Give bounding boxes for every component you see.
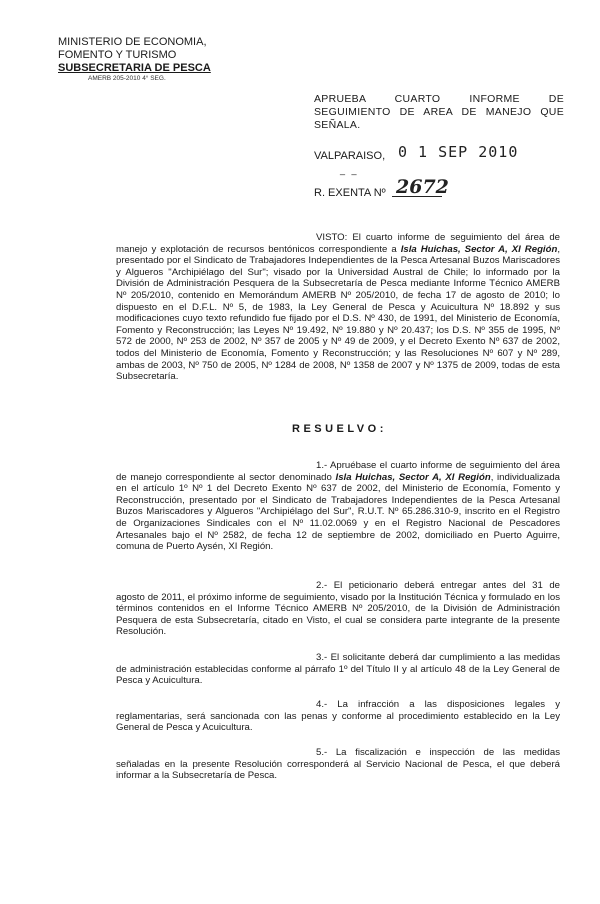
exenta-number: 2672 xyxy=(396,176,449,198)
place-label: VALPARAISO, xyxy=(314,150,386,162)
article-1-text-1: 1.- Apruébase el cuarto informe de seguimiento del área de manejo correspondiente al sector denominado xyxy=(116,460,560,483)
date-stamp: 0 1 SEP 2010 xyxy=(398,143,519,161)
resolution-summary: APRUEBA CUARTO INFORME DE SEGUIMIENTO DE AREA DE MANEJO QUE SEÑALA. xyxy=(314,93,564,131)
ministry-header xyxy=(58,36,211,83)
exenta-label: R. EXENTA Nº xyxy=(314,187,386,199)
article-4: 4.- La infracción a las disposiciones legales y reglamentarias, será sancionada con las penas y conforme al procedimiento establecido en la Ley General de Pesca y Acuicultura. xyxy=(116,699,560,734)
dash-mark: _ _ xyxy=(340,165,359,175)
article-2: 2.- El peticionario deberá entregar antes del 31 de agosto de 2011, el próximo informe de seguimiento, visado por la Institución Técnica y formulado en los términos contenidos en el Informe Técnico AMERB Nº 205/2010, de la División de Administración Pesquera de esta Subsecretaría, citado en Visto, el cual se considera parte integrante de la presente Resolución. xyxy=(116,580,560,638)
article-1-text-2: , individualizada en el artículo 1º Nº 1 del Decreto Exento Nº 637 de 2002, del Ministerio de Economía, Fomento y Reconstrucción, presentado por el Sindicato de Trabajadores Independientes de la Pesca Artesanal Buzos Mariscadores y Algueros "Archipiélago del Sur", R.U.T. Nº 65.286.310-9, inscrito en el Registro de Organizaciones Sindicales con el Nº 11.02.0069 y en el Registro Nacional de Pescadores Artesanales bajo el Nº 2582, de fecha 12 de septiembre de 2002, domiciliado en Puerto Aguirre, comuna de Puerto Aysén, XI Región. xyxy=(116,471,560,553)
exenta-underline xyxy=(392,196,442,197)
visto-text-1: VISTO: El cuarto informe de seguimiento del área de manejo y explotación de recursos bentónicos correspondiente a xyxy=(116,232,560,255)
article-1 xyxy=(116,460,560,553)
visto-text-2: , presentado por el Sindicato de Trabajadores Independientes de la Pesca Artesanal Buzos Mariscadores y Algueros "Archipiélago del Sur"; visado por la Universidad Austral de Chile; lo informado por la División de Administración Pesquera de la Subsecretaría de Pesca mediante Informe Técnico AMERB Nº 205/2010, contenido en Memorándum AMERB Nº 205/2010, de fecha 17 de agosto de 2010; lo dispuesto en el D.F.L. Nº 5, de 1983, la Ley General de Pesca y Acuicultura Nº 18.892 y sus modificaciones cuyo texto refundido fue fijado por el D.S. Nº 430, de 1991, del Ministerio de Economía, Fomento y Reconstrucción; las Leyes Nº 19.492, Nº 19.880 y Nº 20.437; los D.S. Nº 355 de 1995, Nº 572 de 2000, Nº 253 de 2002, Nº 357 de 2005 y Nº 49 de 2009, y el Decreto Exento Nº 637 de 2002, todos del Ministerio de Economía, Fomento y Reconstrucción; y las Resoluciones Nº 607 y Nº 289, ambas de 2003, Nº 750 de 2005, Nº 1284 de 2008, Nº 1358 de 2007 y Nº 1375 de 2009, todas de esta Subsecretaría. xyxy=(116,243,560,383)
reference-code: AMERB 205-2010 4° SEG. xyxy=(88,75,166,82)
article-5: 5.- La fiscalización e inspección de las medidas señaladas en la presente Resolución corresponderá al Servicio Nacional de Pesca, el que deberá informar a la Subsecretaría de Pesca. xyxy=(116,747,560,782)
ministry-line-2: FOMENTO Y TURISMO xyxy=(58,49,177,61)
subsecretaria-line: SUBSECRETARIA DE PESCA xyxy=(58,62,211,74)
resuelvo-heading: RESUELVO: xyxy=(292,423,387,435)
ministry-line-1: MINISTERIO DE ECONOMIA, xyxy=(58,36,207,48)
article-1-area-name: Isla Huichas, Sector A, XI Región xyxy=(335,471,491,483)
article-3: 3.- El solicitante deberá dar cumplimiento a las medidas de administración establecidas conforme al párrafo 1º del Título II y al artículo 48 de la Ley General de Pesca y Acuicultura. xyxy=(116,652,560,687)
visto-paragraph xyxy=(116,232,560,383)
visto-area-name: Isla Huichas, Sector A, XI Región xyxy=(400,243,558,255)
